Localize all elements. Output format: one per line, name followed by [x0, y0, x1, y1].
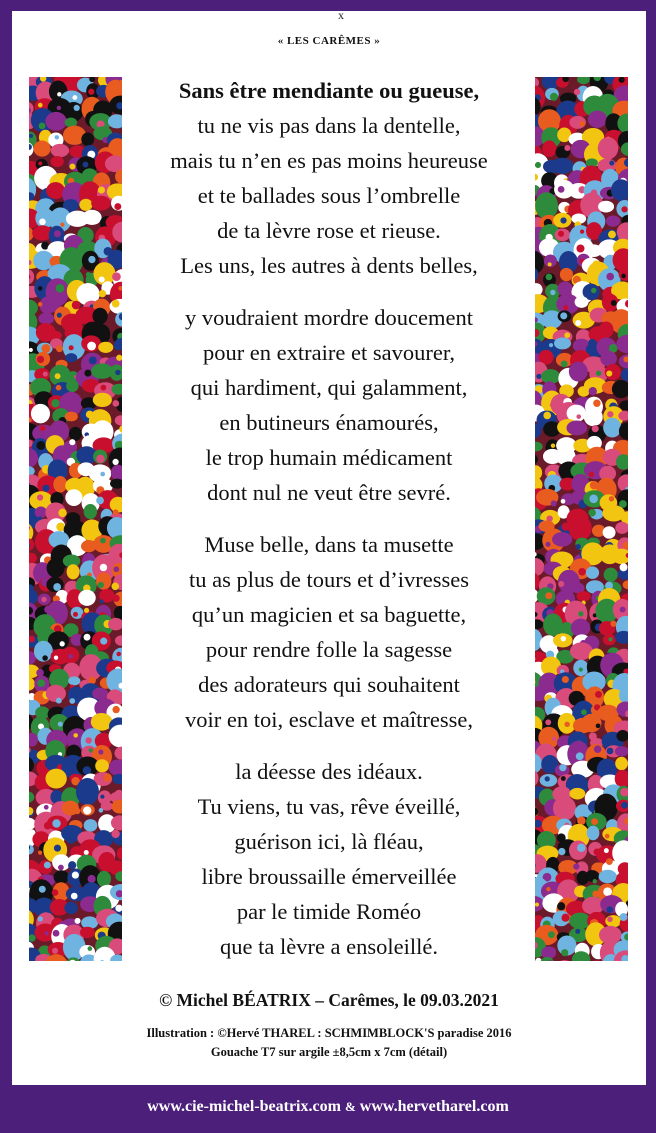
poem-line: pour rendre folle la sagesse	[205, 637, 453, 662]
close-mark: x	[338, 8, 344, 22]
illustration-strip-right	[535, 77, 628, 961]
poem-line: pour en extraire et savourer,	[202, 340, 456, 365]
poem-line: de ta lèvre rose et rieuse.	[217, 218, 441, 243]
poem-collection-title: « LES CARÊMES »	[277, 35, 381, 47]
poem-line: la déesse des idéaux.	[235, 759, 423, 784]
poem-line: guérison ici, là fléau,	[234, 829, 424, 854]
poem-line: que ta lèvre a ensoleillé.	[219, 934, 439, 959]
link-separator: &	[344, 1099, 356, 1114]
poem-line: et te ballades sous l’ombrelle	[197, 183, 461, 208]
poem-line: y voudraient mordre doucement	[184, 305, 474, 330]
author-website-link[interactable]: www.cie-michel-beatrix.com	[147, 1098, 341, 1115]
poem-line: par le timide Roméo	[236, 899, 422, 924]
illustrator-website-link[interactable]: www.hervetharel.com	[359, 1098, 509, 1115]
poem-line: tu as plus de tours et d’ivresses	[189, 567, 469, 592]
illustration-strip-left	[29, 77, 122, 961]
illustration-credit-line: Illustration : ©Hervé THAREL : SCHMIMBLOCK'S paradise 2016	[146, 1026, 512, 1040]
author-credit: © Michel BÉATRIX – Carêmes, le 09.03.2021	[159, 990, 499, 1010]
mosaic-pattern	[29, 77, 122, 961]
poem-line: mais tu n’en es pas moins heureuse	[170, 148, 488, 173]
poem-card	[12, 8, 646, 1085]
footer-links	[0, 1098, 656, 1116]
poem-line: en butineurs énamourés,	[219, 410, 439, 435]
stanza	[125, 300, 533, 510]
stanza	[125, 754, 533, 964]
poem-body	[125, 73, 533, 981]
poem-line: qui hardiment, qui galamment,	[190, 375, 468, 400]
poem-line: dont nul ne veut être sevré.	[207, 480, 451, 505]
poem-line: voir en toi, esclave et maîtresse,	[184, 707, 474, 732]
poem-line: Muse belle, dans ta musette	[204, 532, 454, 557]
stanza	[125, 73, 533, 283]
poem-line: qu’un magicien et sa baguette,	[191, 602, 467, 627]
poem-line: le trop humain médicament	[205, 445, 453, 470]
poem-line: tu ne vis pas dans la dentelle,	[197, 113, 461, 138]
poem-line: Les uns, les autres à dents belles,	[180, 253, 478, 278]
poem-line: Tu viens, tu vas, rêve éveillé,	[197, 794, 461, 819]
stanza	[125, 527, 533, 737]
poem-line: Sans être mendiante ou gueuse,	[178, 78, 480, 103]
mosaic-pattern	[535, 77, 628, 961]
poem-line: des adorateurs qui souhaitent	[198, 672, 460, 697]
poem-line: libre broussaille émerveillée	[201, 864, 457, 889]
illustration-medium-line: Gouache T7 sur argile ±8,5cm x 7cm (détail)	[210, 1045, 448, 1059]
illustration-caption	[12, 1024, 646, 1062]
